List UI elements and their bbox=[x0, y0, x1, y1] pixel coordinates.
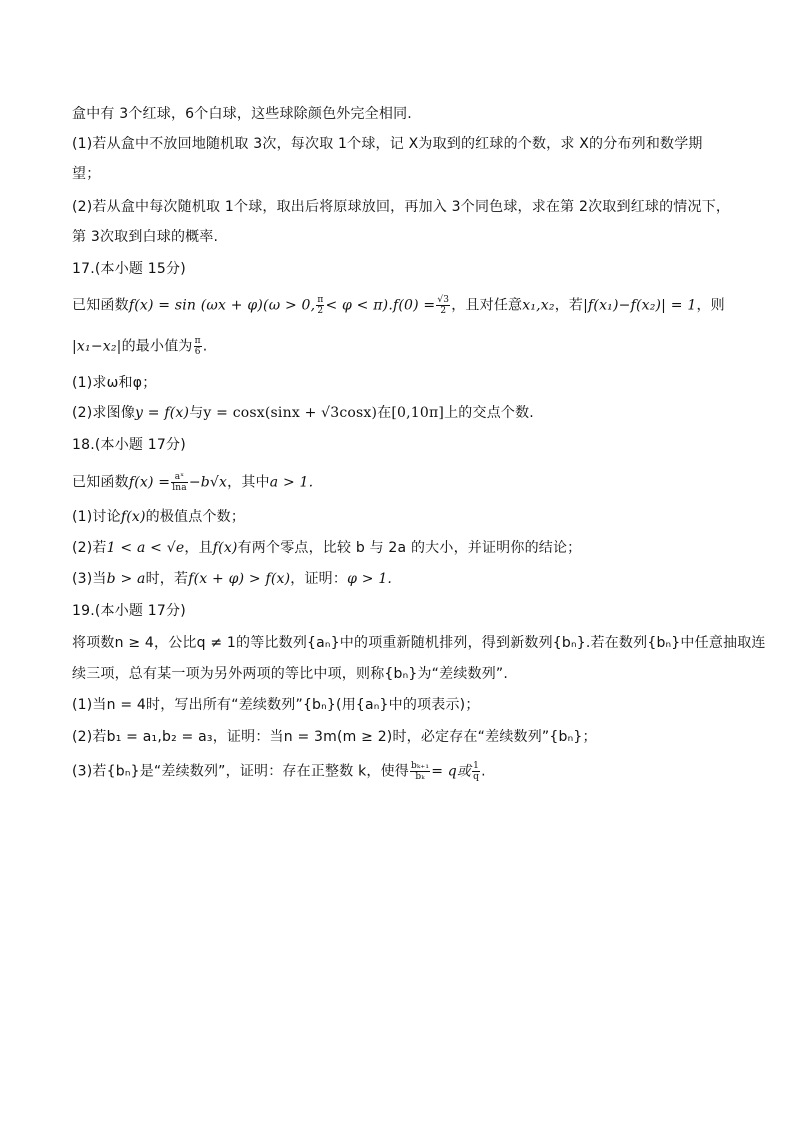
p18-q1: (1)讨论f(x)的极值点个数； bbox=[72, 509, 246, 525]
p17-x1x2: x₁,x₂ bbox=[522, 297, 555, 314]
p17-function-def: f(x) = sin (ωx + φ)(ω > 0, bbox=[128, 297, 316, 314]
p17-phi-range: < φ < π).f(0) = bbox=[325, 297, 436, 314]
p16-intro: 盒中有 3个红球，6个白球，这些球除颜色外完全相同. bbox=[72, 106, 412, 122]
p17-x-abs: |x₁−x₂| bbox=[72, 338, 122, 355]
p18-header: 18.(本小题 17分) bbox=[72, 437, 186, 453]
p19-q1: (1)当n = 4时，写出所有“差续数列”{bₙ}(用{aₙ}中的项表示)； bbox=[72, 697, 480, 713]
p18-ax-over-lna: $\frac{\text{aˣ}}{\ln a}$ bbox=[172, 472, 187, 493]
p19-header: 19.(本小题 17分) bbox=[72, 603, 186, 619]
p17-interval: [0,10π] bbox=[391, 405, 445, 421]
p17-header: 17.(本小题 15分) bbox=[72, 261, 186, 277]
p17-abs-diff: |f(x₁)−f(x₂)| = 1 bbox=[583, 297, 697, 314]
p18-q2: (2)若1 < a < √e，且f(x)有两个零点，比较 b 与 2a 的大小，并证明你的结论； bbox=[72, 540, 582, 556]
p17-stem-prefix: 已知函数 bbox=[72, 297, 129, 314]
p17-g-function: y = cosx(sinx + √3cosx) bbox=[203, 405, 378, 421]
p17-stem-line2: |x₁−x₂|的最小值为 $\frac{\pi}{6}$ . bbox=[72, 336, 208, 357]
p19-stem-line2: 续三项，总有某一项为另外两项的等比中项，则称{bₙ}为“差续数列”. bbox=[72, 666, 509, 682]
p19-stem-line1: 将项数n ≥ 4，公比q ≠ 1的等比数列{aₙ}中的项重新随机排列，得到新数列{bₙ}.若在数列{bₙ}中任意抽取连 bbox=[72, 635, 766, 651]
p19-q2: (2)若b₁ = a₁,b₂ = a₃，证明：当n = 3m(m ≥ 2)时，必定存在“差续数列”{bₙ}； bbox=[72, 729, 597, 745]
p16-q1-line2: 望； bbox=[72, 166, 101, 182]
p19-ratio: $\frac{\text{bₖ₊₁}}{\text{bₖ}}$ bbox=[410, 761, 430, 782]
p17-q2: (2)求图像y = f(x)与y = cosx(sinx + √3cosx)在[0,10π]上的交点个数. bbox=[72, 405, 534, 421]
p17-sqrt3-over-2: $\frac{√3}{2}$ bbox=[437, 295, 450, 316]
p18-q3: (3)当b > a时，若f(x + φ) > f(x)，证明：φ > 1. bbox=[72, 571, 393, 587]
p19-q3: (3)若{bₙ}是“差续数列”，证明：存在正整数 k，使得 $\frac{\text{bₖ₊₁}}{\text{bₖ}}$ = q或 $\frac{1}{q}$ . bbox=[72, 761, 486, 782]
p16-q1-line1: (1)若从盒中不放回地随机取 3次，每次取 1个球，记 X为取到的红球的个数，求 X的分布列和数学期 bbox=[72, 136, 703, 152]
p19-one-over-q: $\frac{1}{q}$ bbox=[473, 761, 480, 782]
p17-q1: (1)求ω和φ； bbox=[72, 375, 157, 391]
p17-pi-over-6: $\frac{\pi}{6}$ bbox=[194, 336, 201, 357]
p18-stem: 已知函数f(x) = $\frac{\text{aˣ}}{\ln a}$ −b√x，其中a > 1. bbox=[72, 472, 314, 493]
p17-stem-line1: 已知函数f(x) = sin (ωx + φ)(ω > 0, $\frac{\pi}{2}$ < φ < π).f(0) = $\frac{√3}{2}$ ，且对任意x₁,x₂，若|f(x₁)−f(x₂)| = 1，则 bbox=[72, 295, 725, 316]
p17-pi-over-2: $\frac{\pi}{2}$ bbox=[317, 295, 324, 316]
p16-q2-line1: (2)若从盒中每次随机取 1个球，取出后将原球放回，再加入 3个同色球，求在第 2次取到红球的情况下， bbox=[72, 199, 731, 215]
p17-stem-any: ，且对任意 bbox=[451, 297, 523, 314]
p16-q2-line2: 第 3次取到白球的概率. bbox=[72, 229, 219, 245]
